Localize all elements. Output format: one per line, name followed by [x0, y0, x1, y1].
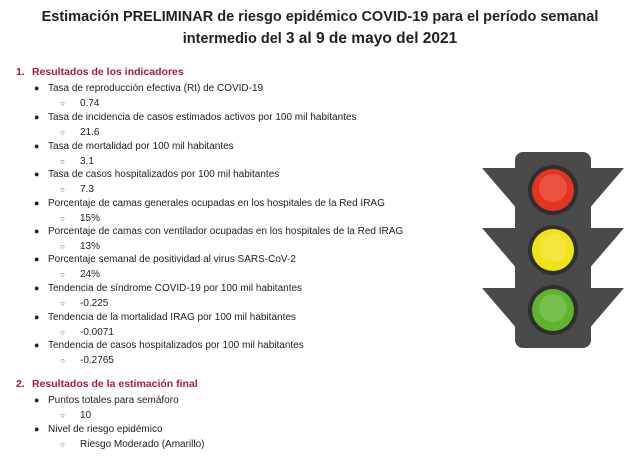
period-dates: 3 al 9 de mayo del 2021 — [285, 30, 458, 47]
report-subtitle — [0, 30, 640, 48]
result-puntos: ● Puntos totales para semáforo — [34, 395, 179, 406]
indicator-rt: ● Tasa de reproducción efectiva (Rt) de COVID-19 — [34, 83, 264, 94]
indicator-camas-ventilador-value: ○ 13% — [60, 241, 101, 252]
indicator-tendencia-sindrome-value: ○ -0.225 — [60, 298, 109, 309]
indicator-tendencia-sindrome: ● Tendencia de síndrome COVID-19 por 100 mil habitantes — [34, 283, 303, 294]
traffic-light-visor-left — [482, 288, 518, 330]
indicator-mortalidad-value: ○ 3.1 — [60, 156, 94, 167]
indicator-tendencia-hospitalizados: ● Tendencia de casos hospitalizados por 100 mil habitantes — [34, 340, 304, 351]
indicator-incidencia: ● Tasa de incidencia de casos estimados activos por 100 mil habitantes — [34, 112, 357, 123]
indicator-tendencia-mortalidad: ● Tendencia de la mortalidad IRAG por 100 mil habitantes — [34, 312, 296, 323]
traffic-light-shine — [539, 294, 567, 322]
indicator-positividad-value: ○ 24% — [60, 269, 101, 280]
traffic-light-visor-right — [588, 168, 624, 210]
result-puntos-value: ○ 10 — [60, 410, 92, 421]
result-nivel-value: ○ Riesgo Moderado (Amarillo) — [60, 439, 205, 450]
section-heading-estimacion: 2. Resultados de la estimación final — [16, 378, 198, 390]
indicator-tendencia-hospitalizados-value: ○ -0.2765 — [60, 355, 114, 366]
traffic-light-icon — [478, 150, 628, 350]
section-heading-indicators: 1. Resultados de los indicadores — [16, 66, 184, 78]
traffic-light-visor-right — [588, 288, 624, 330]
traffic-light-shine — [539, 174, 567, 202]
indicator-tendencia-mortalidad-value: ○ -0.0071 — [60, 327, 114, 338]
indicator-incidencia-value: ○ 21.6 — [60, 127, 100, 138]
traffic-light-visor-left — [482, 228, 518, 270]
result-nivel: ● Nivel de riesgo epidémico — [34, 424, 163, 435]
traffic-light-visor-left — [482, 168, 518, 210]
indicator-camas-generales-value: ○ 15% — [60, 213, 101, 224]
indicator-camas-ventilador: ● Porcentaje de camas con ventilador ocupadas en los hospitales de la Red IRAG — [34, 226, 404, 237]
indicator-hospitalizados: ● Tasa de casos hospitalizados por 100 mil habitantes — [34, 169, 280, 180]
indicator-camas-generales: ● Porcentaje de camas generales ocupadas en los hospitales de la Red IRAG — [34, 198, 385, 209]
indicator-mortalidad: ● Tasa de mortalidad por 100 mil habitantes — [34, 141, 234, 152]
report-title: Estimación PRELIMINAR de riesgo epidémico COVID-19 para el período semanal — [41, 9, 599, 25]
traffic-light-visor-right — [588, 228, 624, 270]
indicator-hospitalizados-value: ○ 7.3 — [60, 184, 94, 195]
traffic-light-shine — [539, 234, 567, 262]
indicator-positividad: ● Porcentaje semanal de positividad al virus SARS-CoV-2 — [34, 254, 296, 265]
period-prefix: intermedio del — [182, 31, 282, 47]
indicator-rt-value: ○ 0.74 — [60, 98, 100, 109]
